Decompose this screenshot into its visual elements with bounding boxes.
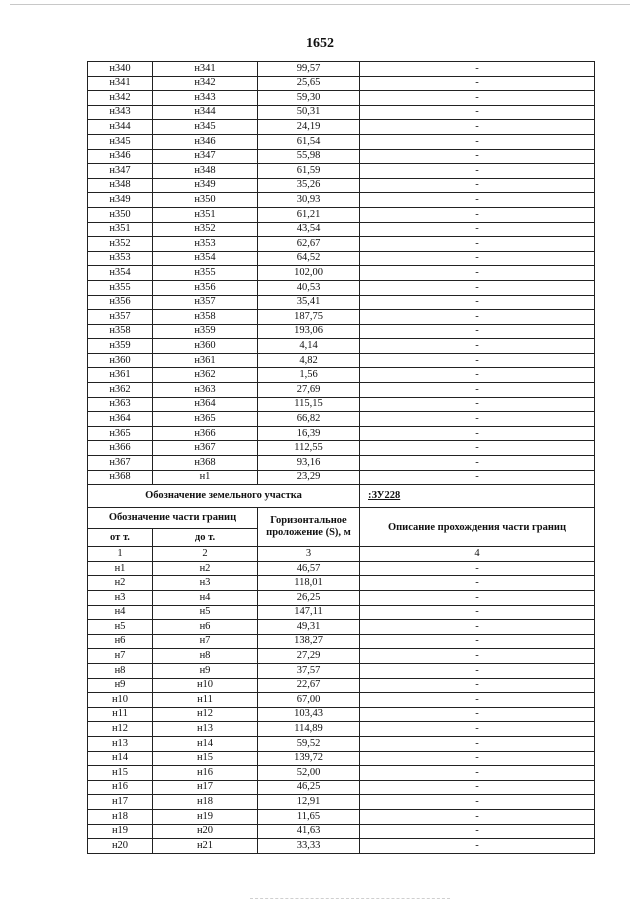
part-boundaries-header: Обозначение части границ	[88, 508, 258, 529]
table-row	[88, 561, 595, 576]
description-value: -	[360, 62, 595, 77]
table-row	[88, 310, 595, 325]
to-point: н342	[153, 76, 258, 91]
to-point: н19	[153, 809, 258, 824]
from-point: н354	[88, 266, 153, 281]
to-point: н18	[153, 795, 258, 810]
table-row	[88, 470, 595, 485]
length-value: 102,00	[258, 266, 360, 281]
description-value: -	[360, 105, 595, 120]
column-number-2: 2	[153, 547, 258, 562]
to-point: н354	[153, 251, 258, 266]
table-row	[88, 634, 595, 649]
description-value: -	[360, 368, 595, 383]
to-point: н368	[153, 456, 258, 471]
cadastre-value: :ЗУ228	[368, 490, 401, 502]
description-value: -	[360, 576, 595, 591]
page-number: 1652	[306, 36, 334, 51]
to-point: н366	[153, 426, 258, 441]
table-row	[88, 456, 595, 471]
table-row	[88, 149, 595, 164]
length-value: 103,43	[258, 707, 360, 722]
to-point: н356	[153, 280, 258, 295]
length-value: 55,98	[258, 149, 360, 164]
table-row	[88, 412, 595, 427]
to-point: н11	[153, 693, 258, 708]
length-value: 114,89	[258, 722, 360, 737]
table-row	[88, 353, 595, 368]
length-value: 50,31	[258, 105, 360, 120]
length-value: 112,55	[258, 441, 360, 456]
from-header: от т.	[88, 529, 153, 547]
from-point: н19	[88, 824, 153, 839]
to-point: н355	[153, 266, 258, 281]
cadastre-value-cell	[360, 485, 595, 508]
to-point: н365	[153, 412, 258, 427]
description-value: -	[360, 795, 595, 810]
to-point: н14	[153, 736, 258, 751]
from-point: н4	[88, 605, 153, 620]
length-value: 187,75	[258, 310, 360, 325]
from-point: н353	[88, 251, 153, 266]
length-value: 4,14	[258, 339, 360, 354]
to-point: н7	[153, 634, 258, 649]
from-point: н16	[88, 780, 153, 795]
length-value: 62,67	[258, 237, 360, 252]
from-point: н359	[88, 339, 153, 354]
description-value: -	[360, 736, 595, 751]
to-point: н349	[153, 178, 258, 193]
description-value: -	[360, 310, 595, 325]
length-value: 46,57	[258, 561, 360, 576]
description-value: -	[360, 766, 595, 781]
to-point: н9	[153, 663, 258, 678]
table-row	[88, 649, 595, 664]
table-row	[88, 576, 595, 591]
description-value: -	[360, 149, 595, 164]
from-point: н363	[88, 397, 153, 412]
table-row	[88, 134, 595, 149]
column-number-1: 1	[88, 547, 153, 562]
from-point: н368	[88, 470, 153, 485]
table-row	[88, 120, 595, 135]
from-point: н15	[88, 766, 153, 781]
table-row	[88, 368, 595, 383]
from-point: н352	[88, 237, 153, 252]
length-value: 1,56	[258, 368, 360, 383]
description-value: -	[360, 751, 595, 766]
table2-body	[88, 561, 595, 853]
to-point: н6	[153, 620, 258, 635]
table-row	[88, 780, 595, 795]
from-point: н20	[88, 839, 153, 854]
to-point: н357	[153, 295, 258, 310]
length-value: 23,29	[258, 470, 360, 485]
from-point: н14	[88, 751, 153, 766]
to-point: н21	[153, 839, 258, 854]
description-value: -	[360, 649, 595, 664]
from-point: н357	[88, 310, 153, 325]
description-value: -	[360, 441, 595, 456]
table-row	[88, 237, 595, 252]
from-point: н343	[88, 105, 153, 120]
table-row	[88, 707, 595, 722]
to-point: н351	[153, 207, 258, 222]
from-point: н356	[88, 295, 153, 310]
to-point: н344	[153, 105, 258, 120]
description-value: -	[360, 339, 595, 354]
to-point: н367	[153, 441, 258, 456]
length-value: 66,82	[258, 412, 360, 427]
from-point: н355	[88, 280, 153, 295]
length-value: 52,00	[258, 766, 360, 781]
length-value: 139,72	[258, 751, 360, 766]
length-value: 118,01	[258, 576, 360, 591]
table-row	[88, 339, 595, 354]
column-number-4: 4	[360, 547, 595, 562]
table-row	[88, 426, 595, 441]
length-value: 93,16	[258, 456, 360, 471]
table-row	[88, 795, 595, 810]
to-point: н13	[153, 722, 258, 737]
to-point: н363	[153, 383, 258, 398]
boundary-table	[87, 61, 595, 854]
table-row	[88, 693, 595, 708]
length-value: 46,25	[258, 780, 360, 795]
length-value: 25,65	[258, 76, 360, 91]
from-point: н1	[88, 561, 153, 576]
to-point: н3	[153, 576, 258, 591]
from-point: н18	[88, 809, 153, 824]
description-value: -	[360, 561, 595, 576]
to-point: н362	[153, 368, 258, 383]
length-value: 27,69	[258, 383, 360, 398]
to-point: н16	[153, 766, 258, 781]
column-number-row	[88, 547, 595, 562]
description-value: -	[360, 91, 595, 106]
from-point: н9	[88, 678, 153, 693]
description-value: -	[360, 178, 595, 193]
length-value: 67,00	[258, 693, 360, 708]
description-value: -	[360, 193, 595, 208]
table-row	[88, 91, 595, 106]
length-value: 61,54	[258, 134, 360, 149]
table-row	[88, 266, 595, 281]
table-row	[88, 839, 595, 854]
description-value: -	[360, 722, 595, 737]
length-value: 4,82	[258, 353, 360, 368]
length-value: 43,54	[258, 222, 360, 237]
length-value: 33,33	[258, 839, 360, 854]
table-row	[88, 178, 595, 193]
from-point: н8	[88, 663, 153, 678]
description-value: -	[360, 120, 595, 135]
table-row	[88, 751, 595, 766]
description-value: -	[360, 383, 595, 398]
from-point: н351	[88, 222, 153, 237]
from-point: н348	[88, 178, 153, 193]
table-row	[88, 824, 595, 839]
description-value: -	[360, 412, 595, 427]
length-value: 16,39	[258, 426, 360, 441]
description-value: -	[360, 266, 595, 281]
from-point: н13	[88, 736, 153, 751]
table-row	[88, 678, 595, 693]
length-value: 37,57	[258, 663, 360, 678]
cadastre-label: Обозначение земельного участка	[88, 485, 360, 508]
description-value: -	[360, 76, 595, 91]
description-value: -	[360, 207, 595, 222]
description-value: -	[360, 839, 595, 854]
from-point: н342	[88, 91, 153, 106]
description-value: -	[360, 280, 595, 295]
cadastre-row	[88, 485, 595, 508]
length-value: 49,31	[258, 620, 360, 635]
from-point: н358	[88, 324, 153, 339]
description-value: -	[360, 222, 595, 237]
from-point: н6	[88, 634, 153, 649]
table2-header	[88, 485, 595, 562]
length-value: 138,27	[258, 634, 360, 649]
description-value: -	[360, 353, 595, 368]
table-row	[88, 76, 595, 91]
description-value: -	[360, 605, 595, 620]
from-point: н367	[88, 456, 153, 471]
table-row	[88, 62, 595, 77]
description-value: -	[360, 663, 595, 678]
to-point: н353	[153, 237, 258, 252]
length-value: 35,41	[258, 295, 360, 310]
to-point: н20	[153, 824, 258, 839]
table-row	[88, 280, 595, 295]
to-point: н5	[153, 605, 258, 620]
from-point: н7	[88, 649, 153, 664]
from-point: н11	[88, 707, 153, 722]
from-point: н3	[88, 591, 153, 606]
length-header: Горизонтальное проложение (S), м	[258, 508, 360, 547]
to-point: н17	[153, 780, 258, 795]
from-point: н17	[88, 795, 153, 810]
from-point: н346	[88, 149, 153, 164]
from-point: н350	[88, 207, 153, 222]
to-point: н15	[153, 751, 258, 766]
length-value: 147,11	[258, 605, 360, 620]
length-value: 193,06	[258, 324, 360, 339]
description-value: -	[360, 251, 595, 266]
from-point: н12	[88, 722, 153, 737]
table-row	[88, 766, 595, 781]
description-value: -	[360, 634, 595, 649]
from-point: н341	[88, 76, 153, 91]
table1-body	[88, 62, 595, 485]
table-row	[88, 605, 595, 620]
from-point: н344	[88, 120, 153, 135]
table-row	[88, 441, 595, 456]
length-value: 61,59	[258, 164, 360, 179]
length-value: 35,26	[258, 178, 360, 193]
table-row	[88, 397, 595, 412]
from-point: н347	[88, 164, 153, 179]
table-row	[88, 164, 595, 179]
description-value: -	[360, 809, 595, 824]
description-value: -	[360, 324, 595, 339]
from-point: н349	[88, 193, 153, 208]
to-point: н348	[153, 164, 258, 179]
length-value: 59,52	[258, 736, 360, 751]
length-value: 24,19	[258, 120, 360, 135]
length-value: 30,93	[258, 193, 360, 208]
description-header: Описание прохождения части границ	[360, 508, 595, 547]
to-point: н4	[153, 591, 258, 606]
from-point: н10	[88, 693, 153, 708]
to-point: н1	[153, 470, 258, 485]
to-point: н359	[153, 324, 258, 339]
to-point: н360	[153, 339, 258, 354]
table-row	[88, 591, 595, 606]
to-header: до т.	[153, 529, 258, 547]
description-value: -	[360, 693, 595, 708]
length-value: 40,53	[258, 280, 360, 295]
from-point: н364	[88, 412, 153, 427]
from-point: н340	[88, 62, 153, 77]
description-value: -	[360, 470, 595, 485]
to-point: н346	[153, 134, 258, 149]
to-point: н361	[153, 353, 258, 368]
table-row	[88, 105, 595, 120]
table-row	[88, 193, 595, 208]
description-value: -	[360, 707, 595, 722]
to-point: н343	[153, 91, 258, 106]
to-point: н345	[153, 120, 258, 135]
to-point: н8	[153, 649, 258, 664]
to-point: н358	[153, 310, 258, 325]
length-value: 99,57	[258, 62, 360, 77]
description-value: -	[360, 678, 595, 693]
description-value: -	[360, 620, 595, 635]
page-top-rule	[10, 4, 630, 5]
length-value: 27,29	[258, 649, 360, 664]
length-value: 12,91	[258, 795, 360, 810]
column-number-3: 3	[258, 547, 360, 562]
from-point: н366	[88, 441, 153, 456]
description-value: -	[360, 237, 595, 252]
table-row	[88, 736, 595, 751]
from-point: н5	[88, 620, 153, 635]
table-row	[88, 663, 595, 678]
from-point: н361	[88, 368, 153, 383]
to-point: н2	[153, 561, 258, 576]
to-point: н352	[153, 222, 258, 237]
header-row-1	[88, 508, 595, 529]
from-point: н365	[88, 426, 153, 441]
table-row	[88, 222, 595, 237]
to-point: н12	[153, 707, 258, 722]
from-point: н345	[88, 134, 153, 149]
length-value: 61,21	[258, 207, 360, 222]
from-point: н2	[88, 576, 153, 591]
length-value: 11,65	[258, 809, 360, 824]
description-value: -	[360, 164, 595, 179]
length-value: 41,63	[258, 824, 360, 839]
table-row	[88, 324, 595, 339]
description-value: -	[360, 591, 595, 606]
to-point: н364	[153, 397, 258, 412]
page-bottom-rule	[250, 898, 450, 899]
length-value: 26,25	[258, 591, 360, 606]
length-value: 115,15	[258, 397, 360, 412]
description-value: -	[360, 780, 595, 795]
description-value: -	[360, 824, 595, 839]
description-value: -	[360, 426, 595, 441]
description-value: -	[360, 295, 595, 310]
table-row	[88, 295, 595, 310]
from-point: н360	[88, 353, 153, 368]
table-row	[88, 207, 595, 222]
table-row	[88, 722, 595, 737]
to-point: н350	[153, 193, 258, 208]
to-point: н347	[153, 149, 258, 164]
to-point: н341	[153, 62, 258, 77]
to-point: н10	[153, 678, 258, 693]
description-value: -	[360, 456, 595, 471]
description-value: -	[360, 134, 595, 149]
length-value: 64,52	[258, 251, 360, 266]
table-row	[88, 809, 595, 824]
length-value: 22,67	[258, 678, 360, 693]
table-row	[88, 251, 595, 266]
length-value: 59,30	[258, 91, 360, 106]
table-row	[88, 383, 595, 398]
table-row	[88, 620, 595, 635]
description-value: -	[360, 397, 595, 412]
from-point: н362	[88, 383, 153, 398]
